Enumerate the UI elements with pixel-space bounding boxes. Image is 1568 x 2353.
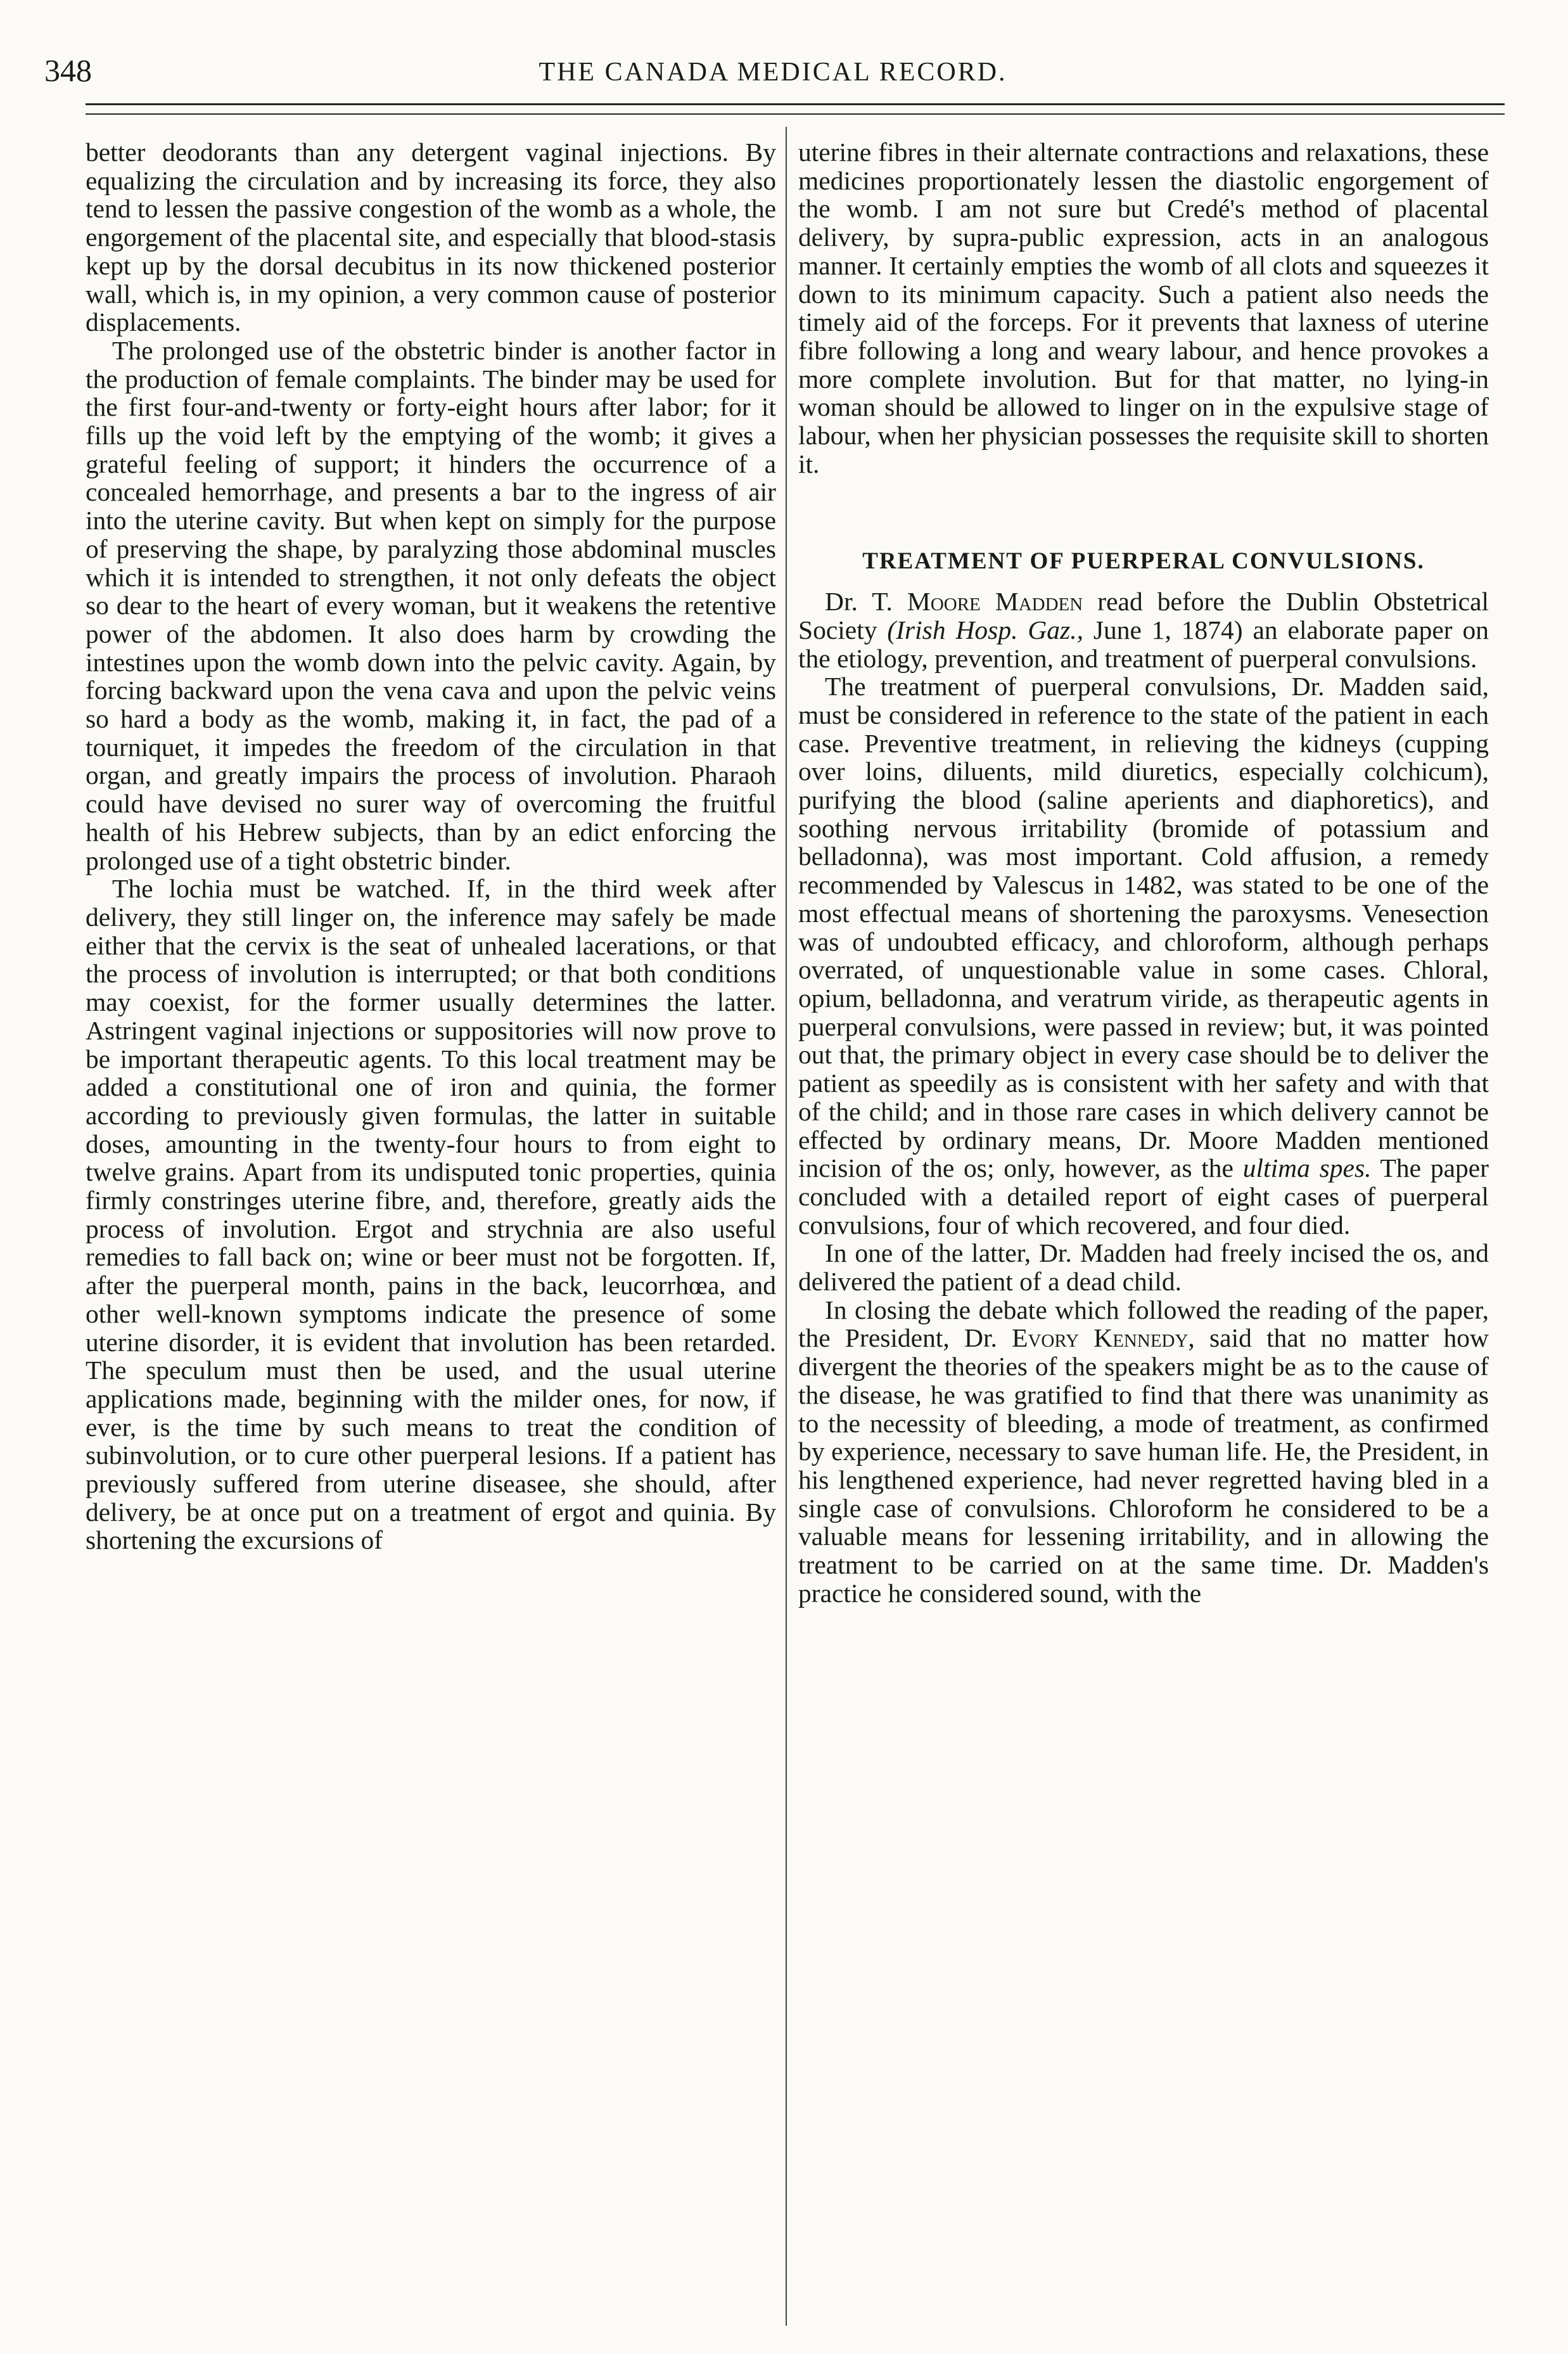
paragraph: In one of the latter, Dr. Madden had freely incised the os, and delivered the patient of a dead child. bbox=[798, 1238, 1489, 1297]
text-run: The treatment of puerperal convulsions, Dr. Madden said, must be considered in reference to the state of the patient in each case. Preventive treatment, in relieving the kidneys (cupping over loins, diluents, mild diuretics, especially colchicum), purifying the blood (saline aperients and diaphoretics), and soothing nervous irritability (bromide of potassium and belladonna), was most important. Cold affusion, a remedy recommended by Valescus in 1482, was stated to be one of the most effectual means of shortening the paroxysms. Venesection was of undoubted efficacy, and chloroform, although perhaps overrated, of unquestionable value in some cases. Chloral, opium, belladonna, and veratrum viride, as therapeutic agents in puerperal convulsions, were passed in review; but, it was pointed out that, the primary object in every case should be to deliver the patient as speedily as is consistent with her safety and with that of the child; and in those rare cases in which delivery cannot be effected by ordinary means, Dr. Moore Madden mentioned incision of the os; only, however, as the bbox=[798, 672, 1489, 1183]
author-name: Moore Madden bbox=[907, 587, 1083, 617]
column-divider bbox=[786, 127, 787, 2326]
paragraph bbox=[798, 672, 1489, 1239]
paragraph bbox=[798, 1296, 1489, 1608]
president-name: Evory Kennedy bbox=[1012, 1323, 1189, 1353]
page-number: 348 bbox=[44, 53, 92, 88]
text-run: Dr. T. bbox=[825, 587, 907, 617]
italic-phrase: ultima spes. bbox=[1242, 1153, 1372, 1183]
left-column bbox=[86, 138, 776, 1555]
section-heading: TREATMENT OF PUERPERAL CONVULSIONS. bbox=[862, 548, 1425, 575]
right-column bbox=[798, 138, 1489, 1607]
running-title: THE CANADA MEDICAL RECORD. bbox=[539, 58, 1007, 87]
header-rule-top bbox=[86, 103, 1505, 105]
journal-citation: (Irish Hosp. Gaz., bbox=[887, 615, 1083, 644]
text-run: read before the Dublin Obstetrical Society bbox=[798, 587, 1489, 644]
paragraph bbox=[798, 587, 1489, 672]
text-run: , said that no matter how divergent the theories of the speakers might be as to the cause of the disease, he was gratified to find that there was unanimity as to the necessity of bleeding, a mode of treatment, as confirmed by experience, necessary to save human life. He, the President, in his lengthened experience, had never regretted having bled in a single case of convulsions. Chloroform he considered to be a valuable means for lessening irritability, and in allowing the treatment to be carried on at the same time. Dr. Madden's practice he considered sound, with the bbox=[798, 1323, 1489, 1608]
header-rule-bottom bbox=[86, 113, 1505, 115]
section-spacer bbox=[798, 478, 1489, 548]
paragraph: The lochia must be watched. If, in the third week after delivery, they still linger on, the inference may safely be made either that the cervix is the seat of unhealed lacerations, or that the process of involution is interrupted; or that both conditions may coexist, for the former usually determines the latter. Astringent vaginal injections or suppositories will now prove to be important therapeutic agents. To this local treatment may be added a constitutional one of iron and quinia, the former according to previously given formulas, the latter in suitable doses, amounting in the twenty-four hours to from eight to twelve grains. Apart from its undisputed tonic properties, quinia firmly constringes uterine fibre, and, therefore, greatly aids the process of involution. Ergot and strychnia are also useful remedies to fall back on; wine or beer must not be forgotten. If, after the puerperal month, pains in the back, leucorrhœa, and other well-known symptoms indicate the presence of some uterine disorder, it is evident that involution has been retarded. The speculum must then be used, and the usual uterine applications made, beginning with the milder ones, for now, if ever, is the time by such means to treat the condition of subinvolution, or to cure other puerperal lesions. If a patient has previously suffered from uterine diseasee, she should, after delivery, be at once put on a treatment of ergot and quinia. By shortening the excursions of bbox=[86, 874, 776, 1555]
page-header bbox=[44, 44, 1501, 95]
paragraph: The prolonged use of the obstetric binder is another factor in the production of female complaints. The binder may be used for the first four-and-twenty or forty-eight hours after labor; for it fills up the void left by the emptying of the womb; it gives a grateful feeling of support; it hinders the occurrence of a concealed hemorrhage, and presents a bar to the ingress of air into the uterine cavity. But when kept on simply for the purpose of preserving the shape, by paralyzing those abdominal muscles which it is intended to strengthen, it not only defeats the object so dear to the heart of every woman, but it weakens the retentive power of the abdomen. It also does harm by crowding the intestines upon the womb down into the pelvic cavity. Again, by forcing backward upon the vena cava and upon the pelvic veins so hard a body as the womb, making it, in fact, the pad of a tourniquet, it impedes the freedom of the circulation in that organ, and greatly impairs the process of involution. Pharaoh could have devised no surer way of overcoming the fruitful health of his Hebrew subjects, than by an edict enforcing the prolonged use of a tight obstetric binder. bbox=[86, 335, 776, 875]
paragraph: better deodorants than any detergent vaginal injections. By equalizing the circulation and by increasing its force, they also tend to lessen the passive congestion of the womb as a whole, the engorgement of the placental site, and especially that blood-stasis kept up by the dorsal decubitus in its now thickened posterior wall, which is, in my opinion, a very common cause of posterior displacements. bbox=[86, 138, 776, 337]
text-run: In closing the debate which followed the reading of the paper, the President, Dr. bbox=[798, 1295, 1489, 1353]
text-run: June 1, 1874) an elaborate paper on the etiology, prevention, and treatment of puerperal convulsions. bbox=[798, 615, 1489, 673]
paragraph: uterine fibres in their alternate contractions and relaxations, these medicines proportionately lessen the diastolic engorgement of the womb. I am not sure but Credé's method of placental delivery, by supra-public expression, acts in an analogous manner. It certainly empties the womb of all clots and squeezes it down to its minimum capacity. Such a patient also needs the timely aid of the forceps. For it prevents that laxness of uterine fibre following a long and weary labour, and hence provokes a more complete involution. But for that matter, no lying-in woman should be allowed to linger on in the expulsive stage of labour, when her physician possesses the requisite skill to shorten it. bbox=[798, 138, 1489, 478]
text-run: The paper concluded with a detailed report of eight cases of puerperal convulsions, four of which recovered, and four died. bbox=[798, 1153, 1489, 1240]
